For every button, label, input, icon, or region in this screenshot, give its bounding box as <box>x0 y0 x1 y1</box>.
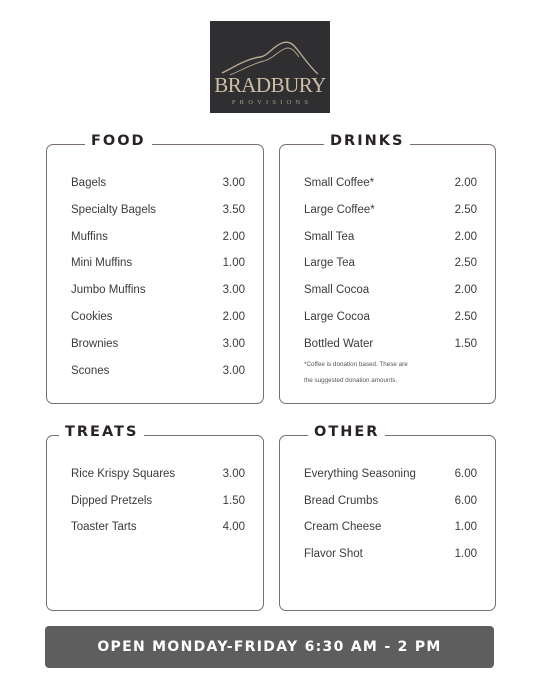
item-name: Scones <box>71 365 110 377</box>
item-price: 2.00 <box>222 231 245 243</box>
item-name: Rice Krispy Squares <box>71 468 176 480</box>
list-item <box>304 521 477 539</box>
item-price: 3.00 <box>222 177 245 189</box>
item-price: 3.00 <box>222 365 245 377</box>
item-name: Small Cocoa <box>304 284 370 296</box>
list-item <box>304 177 477 195</box>
item-price: 3.50 <box>222 204 245 216</box>
list-item <box>71 495 245 513</box>
item-name: Jumbo Muffins <box>71 284 146 296</box>
item-name: Small Tea <box>304 231 355 243</box>
list-item <box>304 338 477 356</box>
list-item <box>71 284 245 302</box>
food-section <box>46 133 264 404</box>
note-line: *Coffee is donation based. These are <box>304 361 408 368</box>
drinks-title: DRINKS <box>324 133 410 149</box>
list-item <box>71 231 245 249</box>
item-name: Specialty Bagels <box>71 204 157 216</box>
item-price: 1.00 <box>454 521 477 533</box>
treats-section <box>46 424 264 611</box>
item-name: Large Coffee* <box>304 204 375 216</box>
item-name: Brownies <box>71 338 119 350</box>
item-name: Mini Muffins <box>71 257 133 269</box>
item-price: 1.50 <box>454 338 477 350</box>
item-name: Large Tea <box>304 257 355 269</box>
item-price: 6.00 <box>454 468 477 480</box>
item-price: 6.00 <box>454 495 477 507</box>
item-price: 1.50 <box>222 495 245 507</box>
item-price: 2.00 <box>454 231 477 243</box>
list-item <box>71 365 245 383</box>
brand-name: BRADBURY <box>214 73 326 97</box>
donation-note <box>304 357 444 389</box>
list-item <box>71 177 245 195</box>
item-price: 2.00 <box>222 311 245 323</box>
list-item <box>304 284 477 302</box>
list-item <box>304 231 477 249</box>
item-name: Cookies <box>71 311 113 323</box>
list-item <box>71 468 245 486</box>
item-name: Large Cocoa <box>304 311 370 323</box>
item-name: Toaster Tarts <box>71 521 137 533</box>
item-price: 3.00 <box>222 338 245 350</box>
list-item <box>71 338 245 356</box>
list-item <box>71 204 245 222</box>
item-name: Muffins <box>71 231 108 243</box>
other-title: OTHER <box>308 424 385 440</box>
item-price: 2.00 <box>454 284 477 296</box>
item-price: 3.00 <box>222 284 245 296</box>
brand-subtitle: PROVISIONS <box>231 99 313 106</box>
list-item <box>304 468 477 486</box>
list-item <box>304 204 477 222</box>
other-section <box>279 424 496 611</box>
item-name: Cream Cheese <box>304 521 382 533</box>
list-item <box>304 548 477 566</box>
list-item <box>304 257 477 275</box>
item-name: Flavor Shot <box>304 548 363 560</box>
item-price: 2.50 <box>454 257 477 269</box>
item-price: 1.00 <box>454 548 477 560</box>
list-item <box>304 495 477 513</box>
item-name: Small Coffee* <box>304 177 375 189</box>
item-price: 2.50 <box>454 204 477 216</box>
item-name: Bread Crumbs <box>304 495 379 507</box>
food-title: FOOD <box>85 133 152 149</box>
hours-banner: OPEN MONDAY-FRIDAY 6:30 AM - 2 PM <box>45 626 494 668</box>
mountain-icon <box>220 31 320 76</box>
note-line: the suggested donation amounts. <box>304 377 398 384</box>
list-item <box>304 311 477 329</box>
list-item <box>71 257 245 275</box>
list-item <box>71 311 245 329</box>
treats-title: TREATS <box>59 424 144 440</box>
bradbury-logo <box>210 21 330 113</box>
item-name: Dipped Pretzels <box>71 495 153 507</box>
item-price: 4.00 <box>222 521 245 533</box>
item-name: Bottled Water <box>304 338 374 350</box>
item-price: 2.50 <box>454 311 477 323</box>
item-price: 3.00 <box>222 468 245 480</box>
list-item <box>71 521 245 539</box>
drinks-section <box>279 133 496 404</box>
item-price: 2.00 <box>454 177 477 189</box>
item-name: Bagels <box>71 177 107 189</box>
item-price: 1.00 <box>222 257 245 269</box>
item-name: Everything Seasoning <box>304 468 416 480</box>
